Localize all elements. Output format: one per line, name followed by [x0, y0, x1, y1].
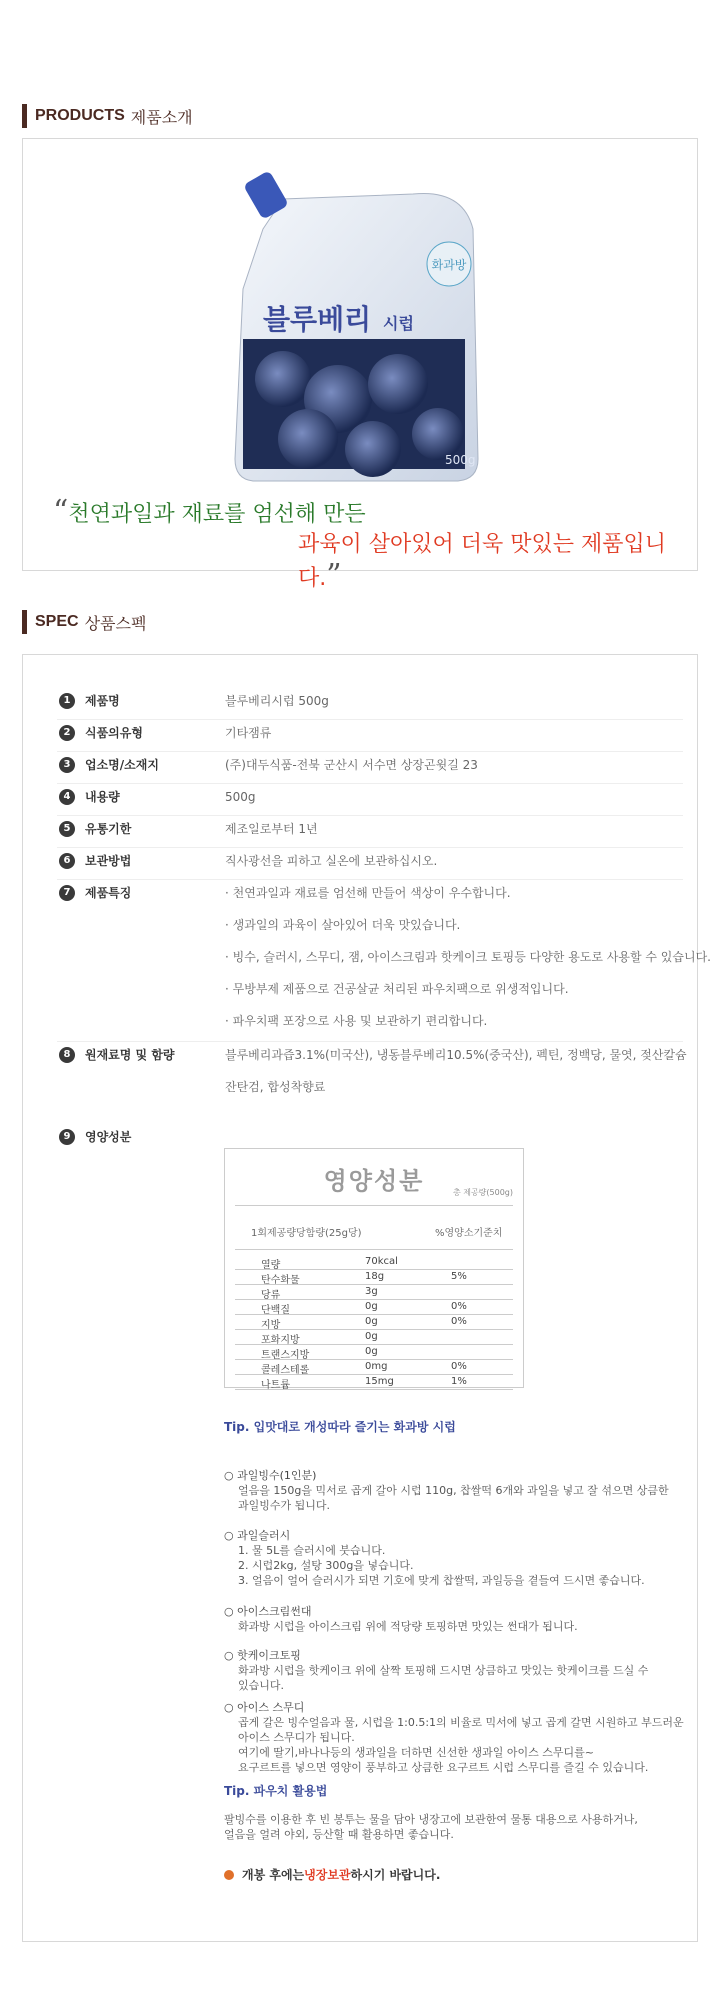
products-section-title [22, 104, 193, 128]
spec-title-ko: 상품스펙 [84, 613, 147, 633]
nutrient-name: 포화지방 [261, 1335, 300, 1346]
warning-pre: 개봉 후에는 [242, 1868, 305, 1882]
warning-dot-icon [224, 1870, 234, 1880]
tip-line: 2. 시럽2kg, 설탕 300g을 넣습니다. [238, 1559, 414, 1572]
nutrition-row [235, 1330, 513, 1345]
row-label: 보관방법 [85, 854, 132, 868]
nutrition-total: 총 제공량(500g) [452, 1188, 513, 1197]
quote-line-2-text: 과육이 살아있어 더욱 맛있는 제품입니다. [298, 532, 667, 591]
row-label: 내용량 [85, 790, 120, 804]
tip-line: 화과방 시럽을 아이스크림 위에 적당량 토핑하면 맛있는 썬대가 됩니다. [238, 1620, 578, 1633]
nutrition-divider [235, 1205, 513, 1206]
tip-line: 3. 얼음이 얼어 슬러시가 되면 기호에 맞게 찹쌀떡, 과일등을 곁들여 드시면 좋습니다. [238, 1574, 645, 1587]
nutrient-name: 탄수화물 [261, 1275, 300, 1286]
row-divider [57, 879, 683, 880]
tip-line: 있습니다. [238, 1679, 285, 1692]
tip-line: 곱게 갈은 빙수얼음과 물, 시럽을 1:0.5:1의 비율로 믹서에 넣고 곱게 갈면 시원하고 부드러운 [238, 1716, 684, 1729]
pouch-brand: 화과방 [431, 258, 467, 272]
nutrition-divider [235, 1249, 513, 1250]
nutrient-amount: 0g [365, 1301, 378, 1312]
nutrition-row [235, 1345, 513, 1360]
row-divider [57, 1041, 683, 1042]
row-divider [57, 751, 683, 752]
tip-block [224, 1700, 684, 1775]
ingredients-line-2: 잔탄검, 합성착향료 [225, 1080, 326, 1094]
feature-item: · 파우치팩 포장으로 사용 및 보관하기 편리합니다. [225, 1014, 488, 1028]
tip-heading: ○ 아이스크림썬대 [224, 1605, 312, 1618]
nutrition-row [235, 1285, 513, 1300]
row-value: 블루베리과즙3.1%(미국산), 냉동블루베리10.5%(중국산), 펙틴, 정백당, 물엿, 젖산칼슘 [225, 1048, 687, 1062]
quote-line-1-text: 천연과일과 재료를 엄선해 만든 [68, 502, 366, 527]
row-value: 블루베리시럽 500g [225, 694, 329, 708]
nutrient-pct: 5% [451, 1271, 467, 1282]
nutrient-name: 당류 [261, 1290, 281, 1301]
nutrition-row [235, 1255, 513, 1270]
row-number: 8 [59, 1047, 75, 1063]
spec-title-en: SPEC [35, 613, 79, 630]
tip1-title: Tip. 입맛대로 개성따라 즐기는 화과방 시럽 [224, 1420, 456, 1434]
nutrient-amount: 3g [365, 1286, 378, 1297]
tip-line: 얼음을 150g을 믹서로 곱게 갈아 시럽 110g, 찹쌀떡 6개와 과일을 넣고 잘 섞으면 상큼한 [238, 1484, 669, 1497]
row-divider [57, 847, 683, 848]
nutrient-name: 트랜스지방 [261, 1350, 310, 1361]
tip-block [224, 1528, 645, 1588]
warning-red: 냉장보관 [304, 1868, 351, 1882]
products-title-ko: 제품소개 [130, 107, 193, 127]
tip-line: 화과방 시럽을 핫케이크 위에 살짝 토핑해 드시면 상큼하고 맛있는 핫케이크를 드실 수 [238, 1664, 649, 1677]
nutrition-row [235, 1375, 513, 1390]
nutrition-row [235, 1360, 513, 1375]
row-label: 유통기한 [85, 822, 132, 836]
row-number: 7 [59, 885, 75, 901]
tip-line: 1. 물 5L를 슬러시에 붓습니다. [238, 1544, 386, 1557]
row-number: 9 [59, 1129, 75, 1145]
product-pouch-image [223, 169, 483, 489]
row-number: 5 [59, 821, 75, 837]
row-number: 2 [59, 725, 75, 741]
nutrient-pct: 0% [451, 1361, 467, 1372]
pouch-name: 블루베리 [263, 303, 372, 336]
row-value: 직사광선을 피하고 실온에 보관하십시오. [225, 854, 438, 868]
products-title-en: PRODUCTS [35, 107, 125, 124]
row-divider [57, 815, 683, 816]
nutrition-row [235, 1270, 513, 1285]
products-box [22, 138, 698, 593]
nutrient-name: 콜레스테롤 [261, 1365, 310, 1376]
nutrient-amount: 0g [365, 1346, 378, 1357]
tip-heading: ○ 아이스 스무디 [224, 1701, 305, 1714]
row-divider [57, 719, 683, 720]
feature-item: · 빙수, 슬러시, 스무디, 잼, 아이스크림과 핫케이크 토핑등 다양한 용도로 사용할 수 있습니다. [225, 950, 711, 964]
row-divider [57, 783, 683, 784]
quote-line-2 [298, 527, 697, 593]
tip-block [224, 1604, 578, 1634]
row-number: 6 [59, 853, 75, 869]
nutrient-amount: 15mg [365, 1376, 394, 1387]
row-label: 제품명 [85, 694, 120, 708]
row-value: 제조일로부터 1년 [225, 822, 318, 836]
tip-line: 요구르트를 넣으면 영양이 풍부하고 상큼한 요구르트 시럽 스무디를 즐길 수 있습니다. [238, 1761, 649, 1774]
row-label: 식품의유형 [85, 726, 143, 740]
tip-heading: ○ 과일슬러시 [224, 1529, 291, 1542]
tip-line: 아이스 스무디가 됩니다. [238, 1731, 355, 1744]
tip-heading: ○ 과일빙수(1인분) [224, 1469, 317, 1482]
nutrition-row [235, 1300, 513, 1315]
tip2-text [224, 1812, 638, 1842]
tip2-line: 얼음을 얼려 야외, 등산할 때 활용하면 좋습니다. [224, 1828, 454, 1841]
nutrient-amount: 0g [365, 1331, 378, 1342]
row-number: 4 [59, 789, 75, 805]
row-value: 500g [225, 790, 256, 804]
nutrient-name: 단백질 [261, 1305, 290, 1316]
nutrient-amount: 70kcal [365, 1256, 398, 1267]
tip-line: 과일빙수가 됩니다. [238, 1499, 331, 1512]
row-label: 영양성분 [85, 1130, 132, 1144]
nutrient-name: 열량 [261, 1260, 281, 1271]
nutrient-amount: 0mg [365, 1361, 388, 1372]
warning-note [224, 1866, 440, 1883]
row-value: 기타잼류 [225, 726, 272, 740]
row-label: 원재료명 및 함량 [85, 1048, 175, 1062]
tip-line: 여기에 딸기,바나나등의 생과일을 더하면 신선한 생과일 아이스 스무디를~ [238, 1746, 594, 1759]
tip-block [224, 1468, 669, 1513]
quote-line-1 [53, 494, 366, 529]
tip2-line: 팔빙수를 이용한 후 빈 봉투는 물을 담아 냉장고에 보관한여 물통 대용으로 사용하거나, [224, 1813, 638, 1826]
nutrient-amount: 0g [365, 1316, 378, 1327]
quote-close-mark: ” [326, 558, 342, 593]
nutrition-table [224, 1148, 524, 1391]
row-number: 1 [59, 693, 75, 709]
quote-open-mark: “ [53, 494, 69, 529]
nutrient-pct: 1% [451, 1376, 467, 1387]
row-number: 3 [59, 757, 75, 773]
nutrient-name: 나트륨 [261, 1380, 290, 1391]
warning-post: 하시기 바랍니다. [350, 1868, 441, 1882]
row-value: (주)대두식품-전북 군산시 서수면 상장곤윗길 23 [225, 758, 478, 772]
nutrition-row [235, 1315, 513, 1330]
nutrient-pct: 0% [451, 1301, 467, 1312]
row-label: 제품특징 [85, 886, 132, 900]
row-label: 업소명/소재지 [85, 758, 159, 772]
feature-item: · 천연과일과 재료를 엄선해 만들어 색상이 우수합니다. [225, 886, 511, 900]
tip2-title: Tip. 파우치 활용법 [224, 1784, 328, 1798]
nutrient-name: 지방 [261, 1320, 281, 1331]
nutrient-pct: 0% [451, 1316, 467, 1327]
nutrition-serving-header: 1회제공량당함량(25g당) [251, 1228, 362, 1239]
pouch-name-small: 시럽 [383, 314, 414, 333]
spec-section-title [22, 610, 146, 634]
tip-block [224, 1648, 648, 1693]
feature-item: · 무방부제 제품으로 건공살균 처리된 파우치팩으로 위생적입니다. [225, 982, 569, 996]
nutrition-title: 영양성분 [323, 1167, 425, 1195]
nutrient-amount: 18g [365, 1271, 385, 1282]
pouch-weight: 500g [445, 453, 476, 467]
tip-heading: ○ 핫케이크토핑 [224, 1649, 301, 1662]
nutrition-daily-header: %영양소기준치 [435, 1228, 503, 1239]
feature-item: · 생과일의 과육이 살아있어 더욱 맛있습니다. [225, 918, 461, 932]
